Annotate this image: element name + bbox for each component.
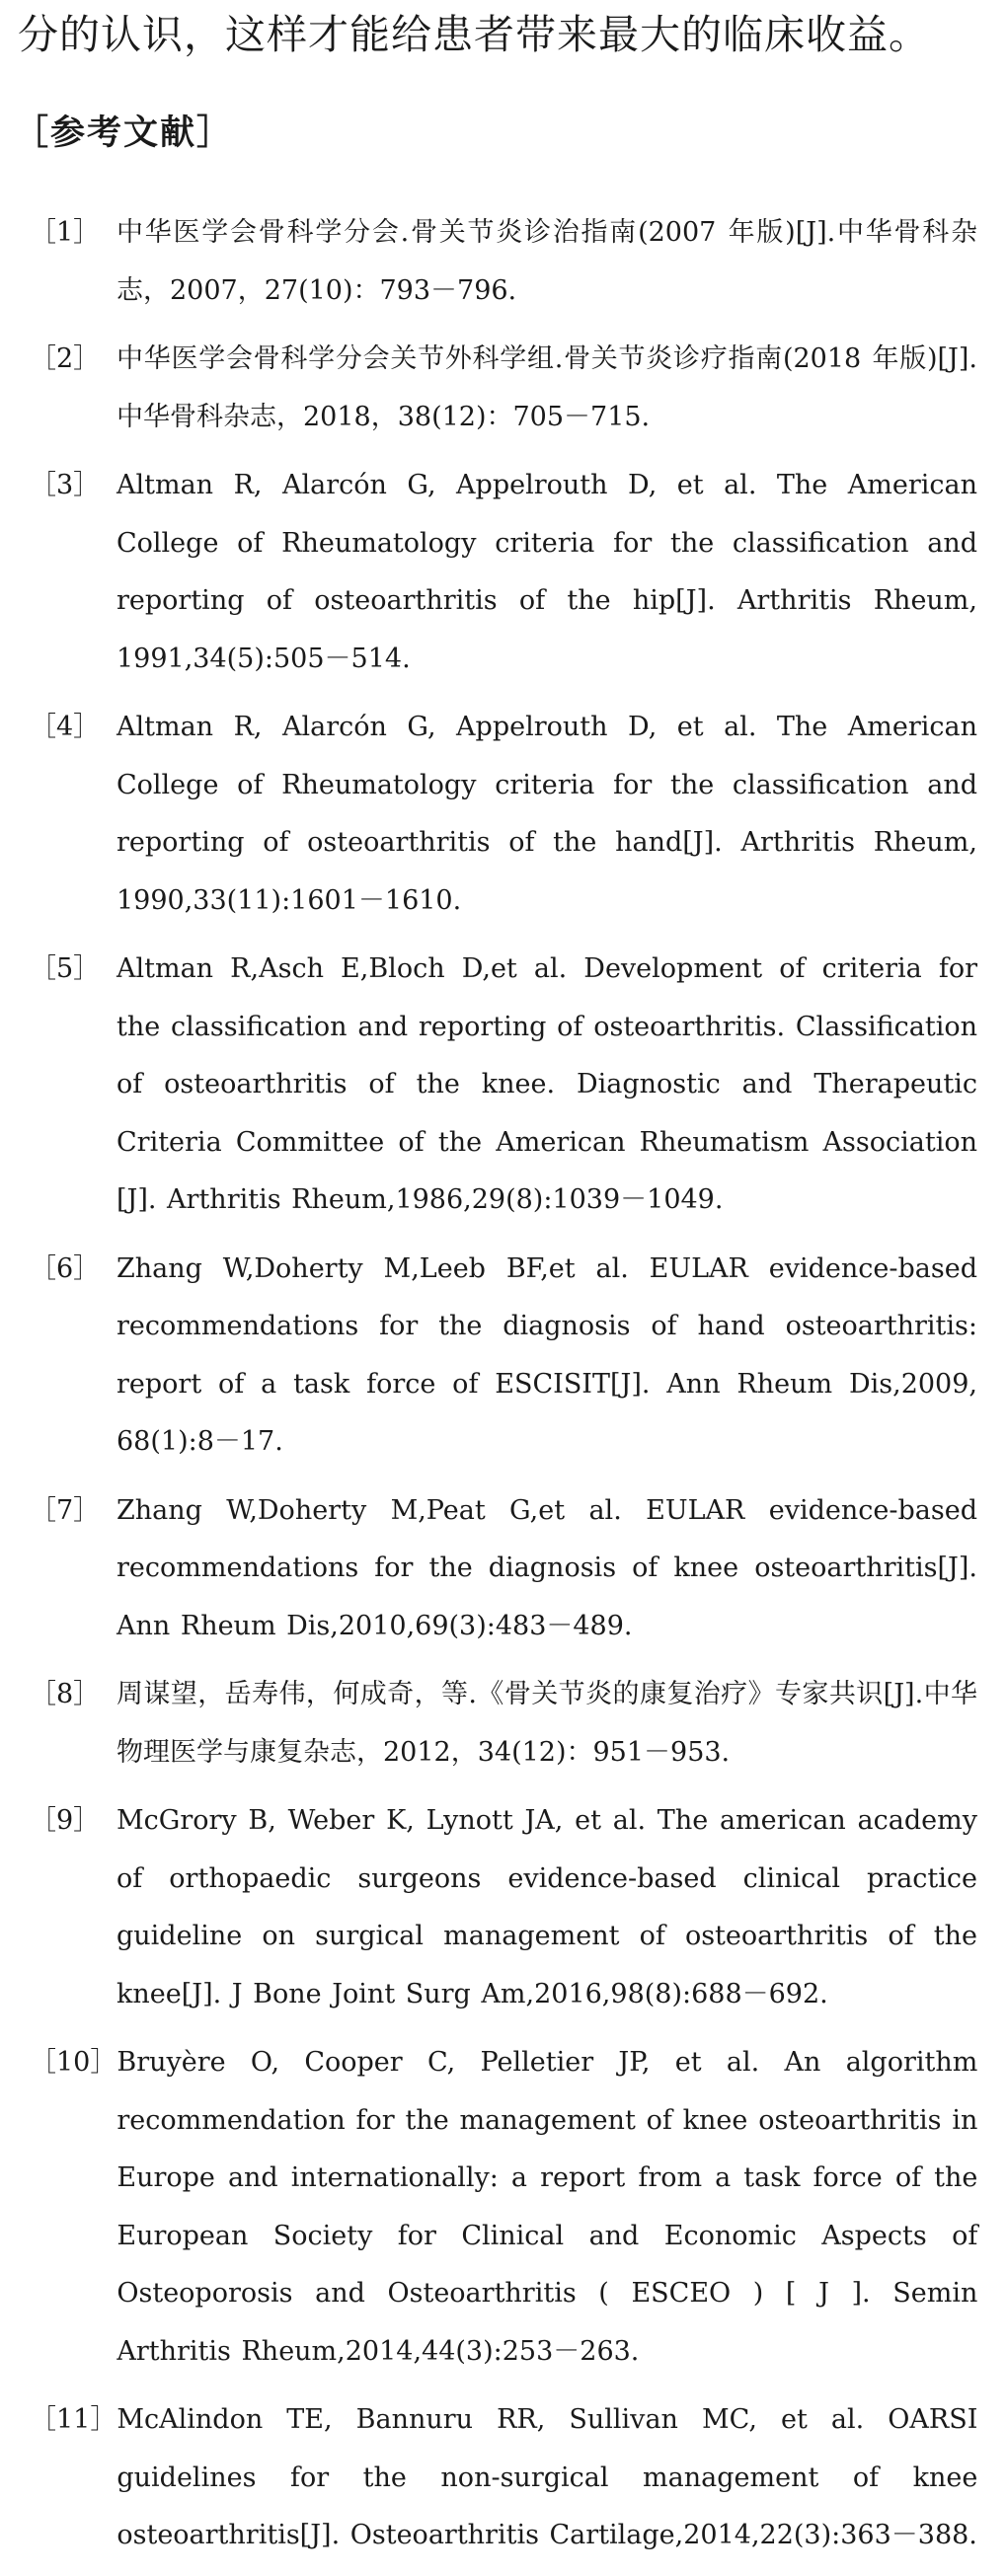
- reference-text: McAlindon TE, Bannuru RR, Sullivan MC, et al. OARSI guidelines for the non-surgical management of knee osteoarthritis[J]. Osteoarthritis Cartilage,2014,22(3):363－388.: [116, 2404, 978, 2550]
- reference-number: ［2］: [30, 343, 101, 374]
- reference-item-9: [0, 1792, 1007, 2023]
- reference-item-1: [0, 204, 1007, 320]
- reference-item-8: [0, 1666, 1007, 1781]
- reference-text: Bruyère O, Cooper C, Pelletier JP, et al. An algorithm recommendation for the management of knee osteoarthritis in Europe and internationally: a report from a task force of the European Society for Clinical and Economic Aspects of Osteoporosis and Osteoarthritis ( ESCEO ) [ J ]. Semin Arthritis Rheum,2014,44(3):253－263.: [116, 2047, 978, 2367]
- reference-text: Altman R, Alarcón G, Appelrouth D, et al. The American College of Rheumatology criteria for the classification and reporting of osteoarthritis of the hip[J]. Arthritis Rheum, 1991,34(5):505－514.: [116, 470, 977, 674]
- reference-text: Zhang W,Doherty M,Leeb BF,et al. EULAR evidence-based recommendations for the diagnosis of hand osteoarthritis: report of a task force of ESCISIT[J]. Ann Rheum Dis,2009, 68(1):8－17.: [116, 1252, 977, 1457]
- reference-item-4: [0, 699, 1007, 930]
- reference-item-5: [0, 941, 1007, 1230]
- reference-text: McGrory B, Weber K, Lynott JA, et al. The american academy of orthopaedic surgeons evidence-based clinical practice guideline on surgical management of osteoarthritis of the knee[J]. J Bone Joint Surg Am,2016,98(8):688－692.: [116, 1805, 977, 2009]
- reference-number: ［1］: [30, 217, 101, 248]
- reference-number: ［3］: [30, 470, 101, 500]
- reference-item-6: [0, 1241, 1007, 1472]
- reference-text: 中华医学会骨科学分会关节外科学组.骨关节炎诊疗指南(2018 年版)[J].中华骨科杂志，2018，38(12)：705－715.: [116, 343, 977, 432]
- reference-number: ［7］: [30, 1494, 101, 1526]
- reference-number: ［8］: [30, 1679, 101, 1709]
- intro-paragraph: 分的认识，这样才能给患者带来最大的临床收益。: [18, 11, 930, 58]
- reference-number: ［6］: [30, 1252, 101, 1284]
- reference-number: ［5］: [30, 953, 101, 984]
- reference-item-10: [0, 2034, 1007, 2381]
- reference-text: Altman R,Asch E,Bloch D,et al. Development of criteria for the classification and reporting of osteoarthritis. Classification of osteoarthritis of the knee. Diagnostic and Therapeutic Criteria Committee of the American Rheumatism Association [J]. Arthritis Rheum,1986,29(8):1039－1049.: [116, 953, 977, 1215]
- reference-text: 周谋望，岳寿伟，何成奇，等.《骨关节炎的康复治疗》专家共识[J].中华物理医学与康复杂志，2012，34(12)：951－953.: [116, 1679, 977, 1768]
- reference-number: ［9］: [30, 1805, 101, 1836]
- reference-item-11: [0, 2391, 1007, 2565]
- reference-number: ［11］: [30, 2404, 117, 2435]
- references-heading: ［参考文献］: [14, 114, 234, 153]
- reference-list: [0, 204, 1007, 2576]
- reference-text: Zhang W,Doherty M,Peat G,et al. EULAR evidence-based recommendations for the diagnosis of knee osteoarthritis[J]. Ann Rheum Dis,2010,69(3):483－489.: [116, 1494, 977, 1641]
- reference-text: Altman R, Alarcón G, Appelrouth D, et al. The American College of Rheumatology criteria for the classification and reporting of osteoarthritis of the hand[J]. Arthritis Rheum, 1990,33(11):1601－1610.: [116, 712, 977, 916]
- reference-item-3: [0, 457, 1007, 688]
- reference-text: 中华医学会骨科学分会.骨关节炎诊治指南(2007 年版)[J].中华骨科杂志，2007，27(10)：793－796.: [116, 217, 977, 306]
- reference-number: ［10］: [30, 2047, 117, 2078]
- reference-item-7: [0, 1482, 1007, 1656]
- reference-number: ［4］: [30, 712, 101, 742]
- reference-item-2: [0, 331, 1007, 446]
